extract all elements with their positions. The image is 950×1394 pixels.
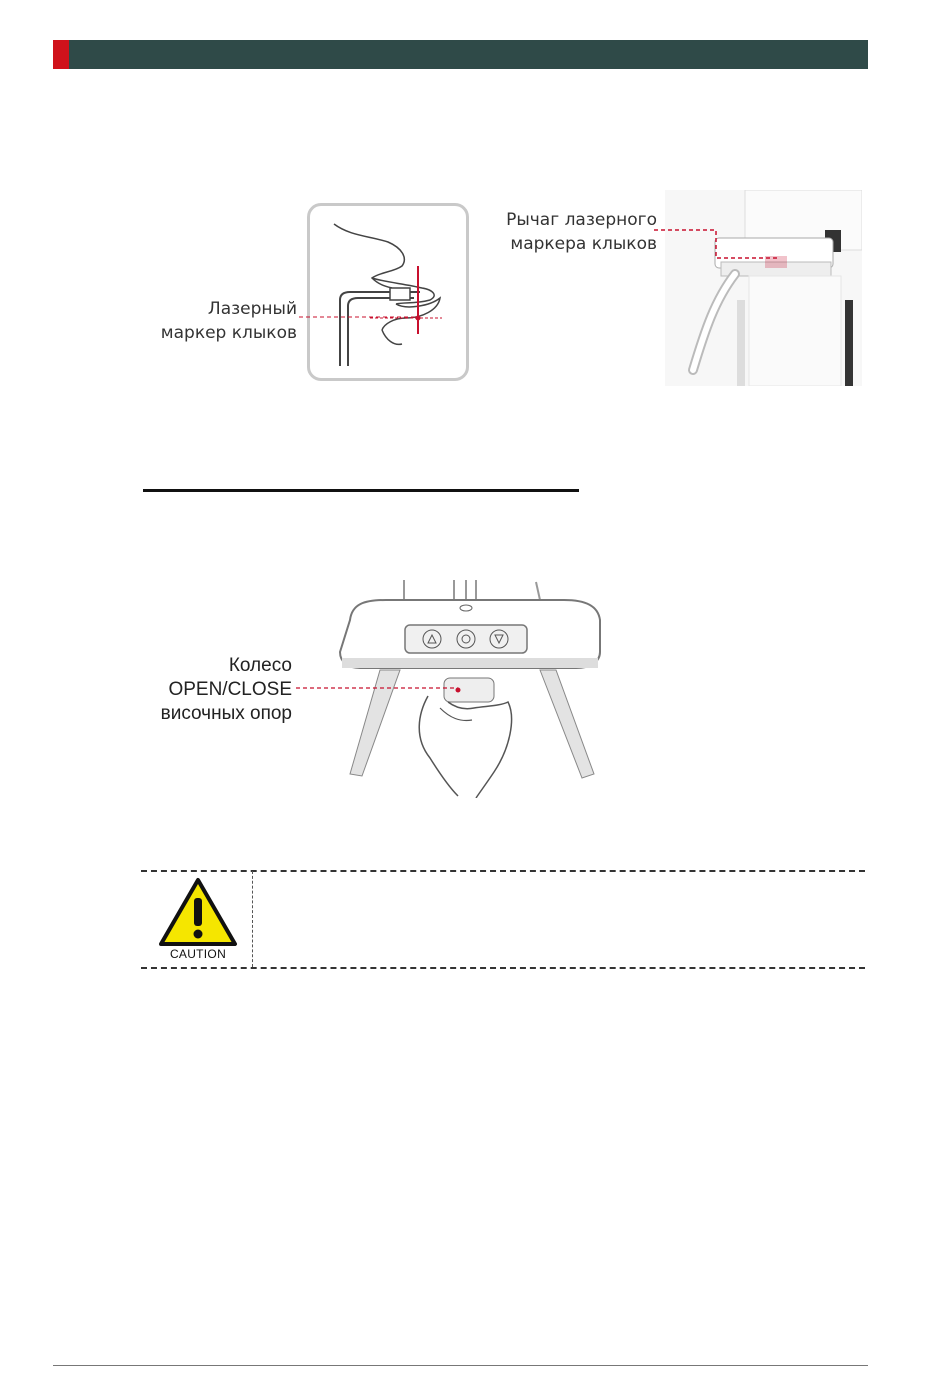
laser-marker-leader-line [297,312,417,322]
lever-device-drawing [665,190,862,386]
caution-box-bottom-border [141,967,865,969]
lever-device-illustration [665,190,862,386]
wheel-leader-line [294,683,464,693]
caution-box-top-border [141,870,865,872]
wheel-label: Колесо OPEN/CLOSE височных опор [160,655,292,724]
laser-marker-label: Лазерный маркер клыков [160,299,297,343]
lever-leader-line [652,225,792,265]
header-accent [53,40,69,69]
header-bar [53,40,868,69]
warning-triangle-icon [158,876,238,948]
caution-box-divider [252,871,253,967]
caution-badge-text: CAUTION [169,947,227,961]
footer-rule [53,1365,868,1366]
face-profile-illustration [307,203,469,381]
section-heading-underline [143,489,579,492]
lever-label: Рычаг лазерного маркера клыков [506,210,657,254]
face-profile-drawing [310,206,466,378]
